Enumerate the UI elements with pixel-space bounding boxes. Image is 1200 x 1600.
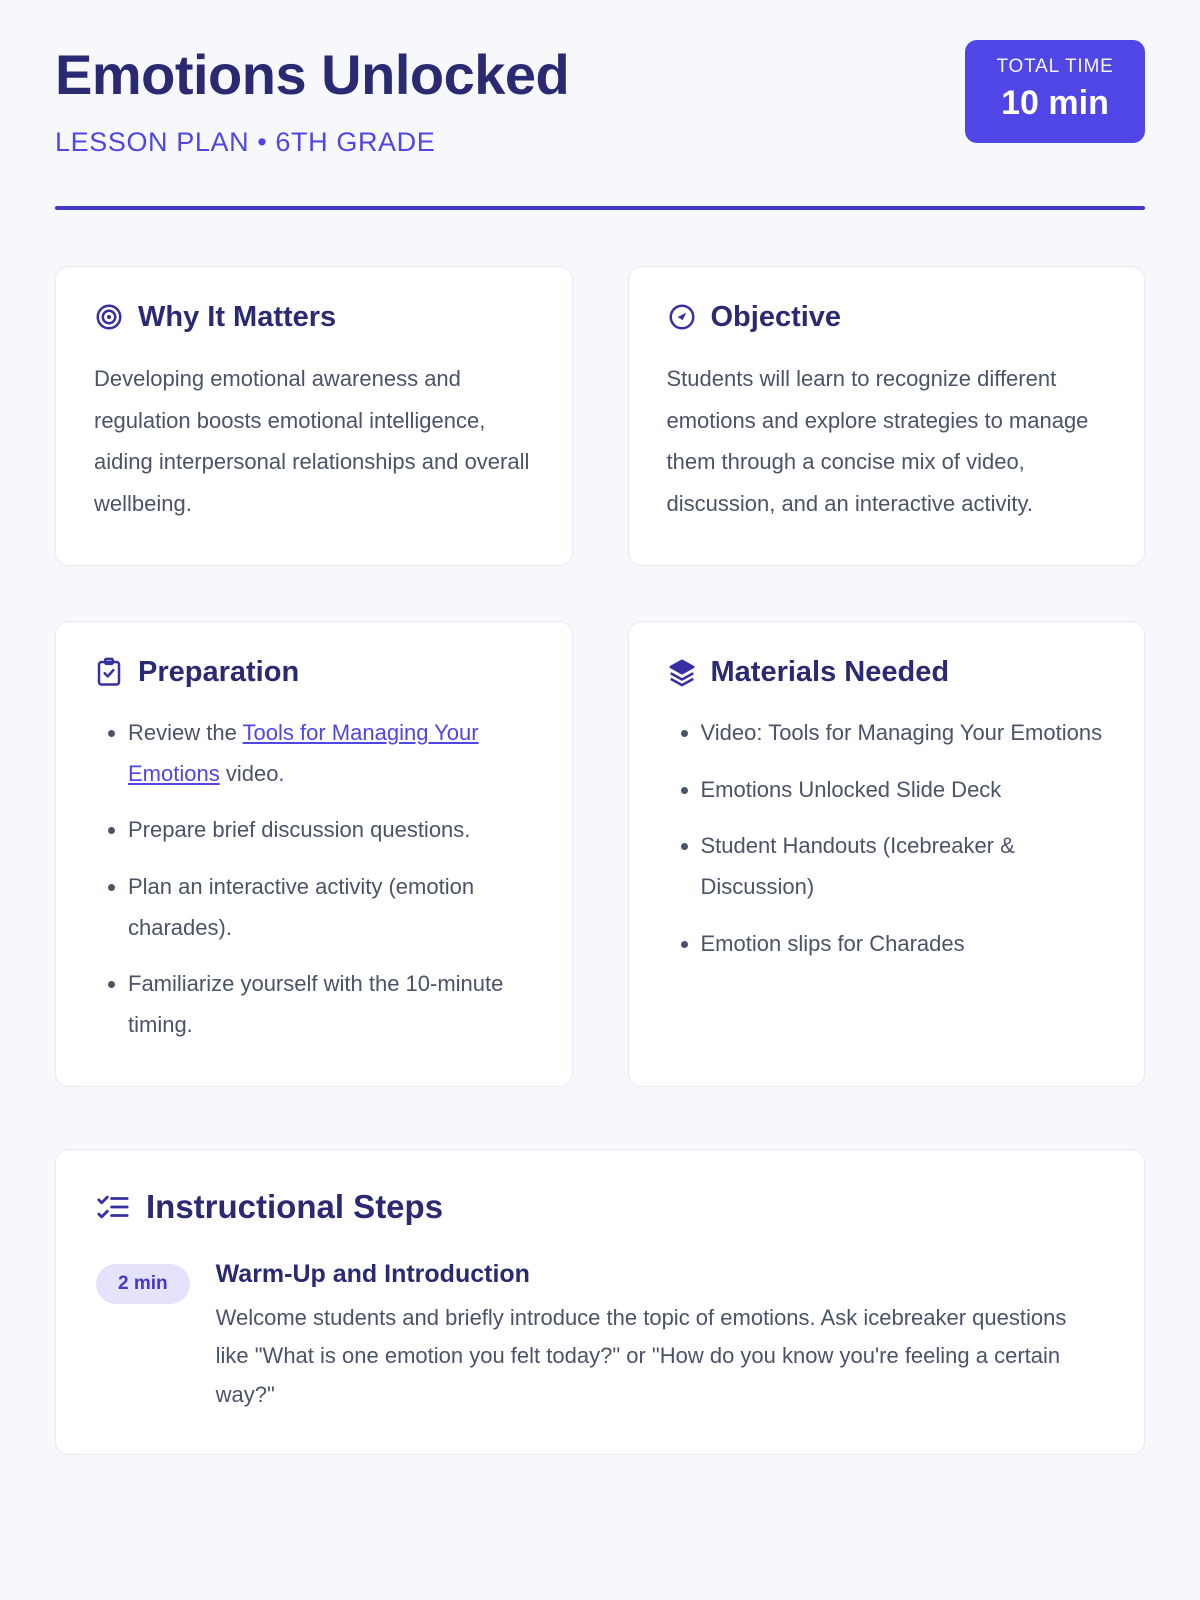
list-item: • Prepare brief discussion questions.: [128, 810, 534, 851]
total-time-badge: [965, 40, 1145, 143]
list-item: • Familiarize yourself with the 10-minute timing.: [128, 964, 534, 1045]
page-title: Emotions Unlocked: [55, 43, 570, 106]
info-cards-grid: [55, 266, 1145, 1087]
card-title: Materials Needed: [710, 655, 950, 688]
card-header: [94, 656, 534, 689]
total-time-value: 10 min: [1001, 84, 1109, 122]
tools-for-managing-emotions-link[interactable]: Tools for Managing Your Emotions: [128, 719, 479, 786]
card-objective: [628, 266, 1146, 566]
step-description: Welcome students and briefly introduce the topic of emotions. Ask icebreaker questions like "What is one emotion you felt today?" or "How do you know you're feeling a certain way?": [215, 1304, 1067, 1407]
steps-title: Instructional Steps: [146, 1187, 444, 1225]
card-preparation: [55, 621, 573, 1087]
card-title: Preparation: [138, 655, 300, 688]
total-time-label: TOTAL TIME: [996, 56, 1114, 77]
list-item: • Video: Tools for Managing Your Emotions: [701, 713, 1107, 754]
preparation-list: [94, 713, 534, 1046]
steps-header: [96, 1188, 1104, 1226]
page-header: [55, 40, 1145, 158]
list-item: • Emotions Unlocked Slide Deck: [701, 770, 1107, 811]
header-divider: [55, 206, 1145, 210]
instructional-steps-card: [55, 1149, 1145, 1456]
step-duration-badge: 2 min: [96, 1264, 190, 1304]
step-item: [96, 1260, 1104, 1415]
card-materials-needed: [628, 621, 1146, 1087]
materials-list: [667, 713, 1107, 964]
step-title: Warm-Up and Introduction: [215, 1259, 530, 1288]
card-body-text: Developing emotional awareness and regulation boosts emotional intelligence, aiding interpersonal relationships and overall wellbeing.: [94, 365, 530, 517]
list-item: • Emotion slips for Charades: [701, 924, 1107, 965]
step-content: [216, 1260, 1104, 1415]
list-item: • Plan an interactive activity (emotion charades).: [128, 867, 534, 948]
card-title: Objective: [710, 300, 842, 333]
card-why-it-matters: [55, 266, 573, 566]
card-header: [94, 301, 534, 334]
prep-text-before: Review the: [128, 719, 243, 745]
prep-text-after: video.: [219, 760, 285, 786]
checklist-icon: [96, 1190, 130, 1224]
card-body-text: Students will learn to recognize different emotions and explore strategies to manage them through a concise mix of video, discussion, and an interactive activity.: [666, 365, 1089, 517]
target-icon: [94, 302, 124, 332]
card-header: [667, 656, 1107, 689]
card-title: Why It Matters: [138, 300, 337, 333]
layers-icon: [667, 657, 697, 687]
card-header: [667, 301, 1107, 334]
page-subtitle: LESSON PLAN • 6TH GRADE: [55, 126, 436, 157]
clipboard-check-icon: [94, 657, 124, 687]
list-item: • Student Handouts (Icebreaker & Discussion): [701, 826, 1107, 907]
header-title-block: [55, 40, 569, 158]
list-item: [128, 713, 534, 794]
compass-icon: [667, 302, 697, 332]
